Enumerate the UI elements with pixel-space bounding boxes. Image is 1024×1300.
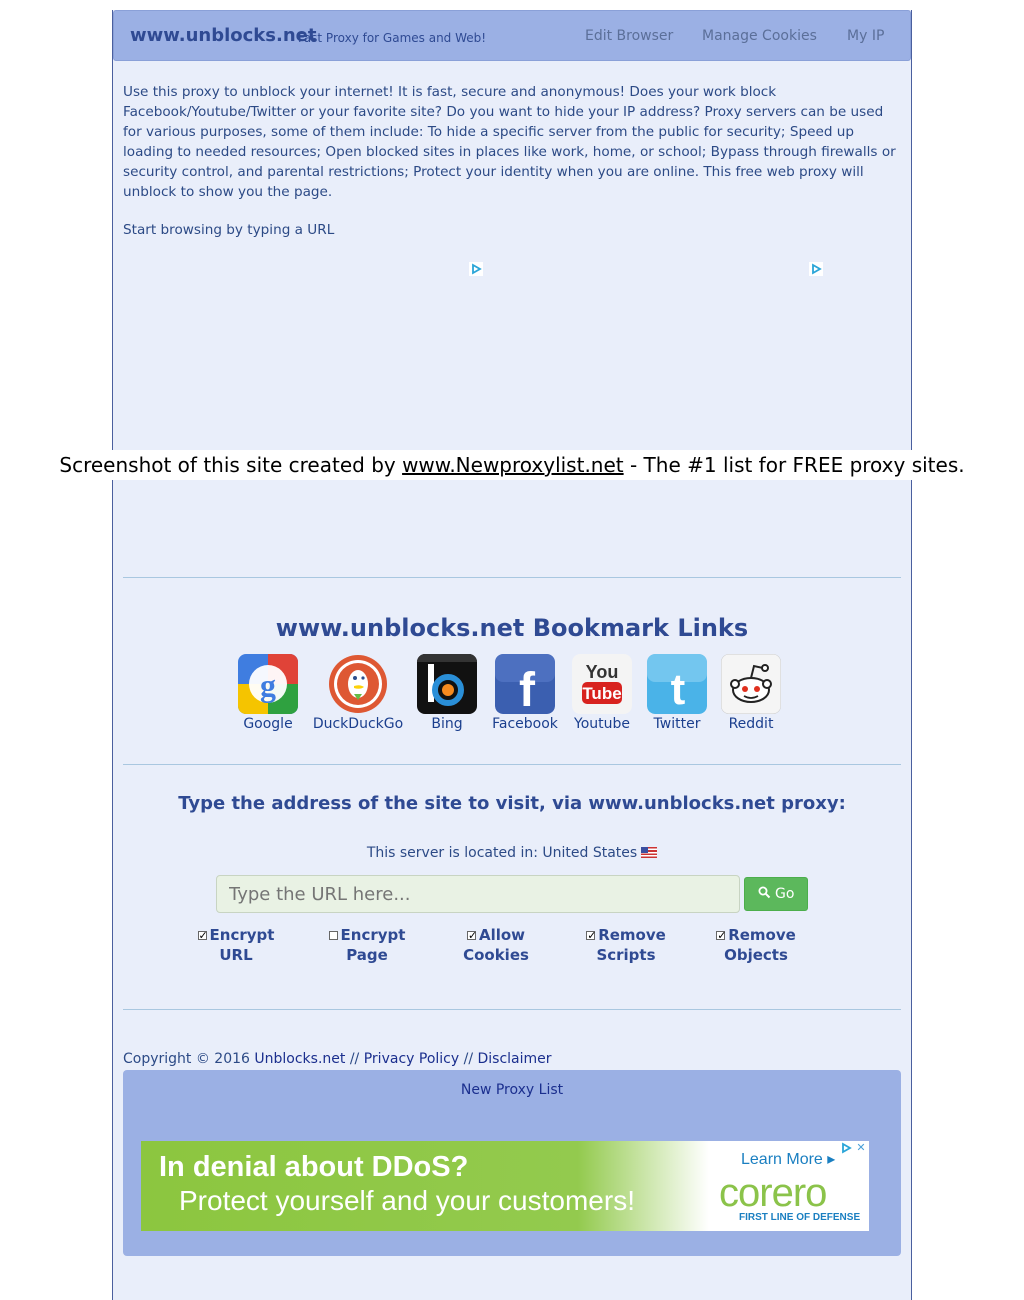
youtube-icon	[572, 654, 632, 714]
option-encrypt-page[interactable]	[316, 925, 418, 965]
bookmark-duckduckgo[interactable]	[309, 654, 407, 732]
bing-icon	[417, 654, 477, 714]
bookmark-facebook[interactable]	[491, 654, 559, 732]
separator: //	[459, 1051, 478, 1067]
option-remove-objects[interactable]	[704, 925, 808, 965]
adchoices-icon[interactable]	[469, 262, 483, 276]
bookmark-label: Google	[243, 716, 293, 732]
bookmark-label: Bing	[431, 716, 463, 732]
ad-close-icon[interactable]: ✕	[854, 1141, 868, 1155]
ad-learn-more[interactable]: Learn More ▸	[741, 1151, 836, 1168]
ad-banner[interactable]	[141, 1141, 869, 1231]
ad-headline: In denial about DDoS?	[159, 1151, 469, 1183]
separator: //	[345, 1051, 364, 1067]
checkbox-remove-objects[interactable]	[716, 931, 725, 940]
option-allow-cookies[interactable]	[446, 925, 546, 965]
divider	[123, 764, 901, 765]
intro-paragraph: Use this proxy to unblock your internet! It is fast, secure and anonymous! Does your work block Facebook/Youtube/Twitter or your favorite site? Do you want to hide your IP address? Proxy servers can be used for various purposes, some of them include: To hide a specific server from the public for security; Speed up loading to needed resources; Open blocked sites in places like work, home, or school; Bypass through firewalls or security control, and parental restrictions; Protect your identity when you are online. This free web proxy will unblock to show you the page.	[123, 84, 896, 200]
option-label: Remove Objects	[724, 926, 796, 964]
bookmark-label: Facebook	[492, 716, 558, 732]
option-remove-scripts[interactable]	[574, 925, 678, 965]
facebook-icon	[495, 654, 555, 714]
server-location	[112, 845, 912, 861]
duckduckgo-icon	[328, 654, 388, 714]
watermark-text-before: Screenshot of this site created by	[59, 453, 403, 477]
bookmark-google[interactable]	[236, 654, 300, 732]
url-input[interactable]	[216, 875, 740, 913]
divider	[123, 1009, 901, 1010]
svg-text:g: g	[260, 667, 276, 703]
site-link[interactable]: Unblocks.net	[254, 1051, 346, 1067]
bookmark-label: Youtube	[574, 716, 630, 732]
checkbox-allow-cookies[interactable]	[467, 931, 476, 940]
option-label: Encrypt URL	[209, 926, 275, 964]
ad-logo: corero	[719, 1171, 827, 1215]
svg-text:You: You	[585, 662, 619, 682]
watermark-text-after: - The #1 list for FREE proxy sites.	[623, 453, 965, 477]
bookmark-label: DuckDuckGo	[312, 716, 404, 732]
reddit-icon	[721, 654, 781, 714]
ad-subline: Protect yourself and your customers!	[179, 1185, 635, 1216]
adchoices-icon[interactable]	[809, 262, 823, 276]
svg-text:Tube: Tube	[582, 684, 622, 703]
footer-box	[123, 1070, 901, 1256]
search-icon	[758, 886, 771, 899]
svg-text:t: t	[670, 665, 686, 714]
start-browsing-text: Start browsing by typing a URL	[123, 222, 335, 238]
ad-tagline: FIRST LINE OF DEFENSE	[739, 1212, 861, 1223]
server-location-prefix: This server is located in:	[366, 845, 543, 861]
bookmark-bing[interactable]	[417, 654, 477, 732]
go-button-label: Go	[775, 886, 795, 902]
copyright	[123, 1051, 552, 1067]
option-label: Allow Cookies	[463, 926, 529, 964]
bookmark-label: Reddit	[728, 716, 774, 732]
divider	[123, 577, 901, 578]
screenshot-watermark	[0, 450, 1024, 480]
navbar	[113, 10, 911, 61]
new-proxy-list-link[interactable]: New Proxy List	[460, 1082, 564, 1098]
nav-edit-browser[interactable]: Edit Browser	[585, 28, 674, 44]
svg-text:f: f	[519, 664, 535, 714]
adchoices-icon[interactable]	[839, 1141, 853, 1155]
brand-tagline: Fast Proxy for Games and Web!	[298, 31, 487, 45]
google-icon	[238, 654, 298, 714]
option-label: Encrypt Page	[340, 926, 406, 964]
watermark-link[interactable]: www.Newproxylist.net	[402, 453, 624, 477]
bookmark-reddit[interactable]	[720, 654, 782, 732]
checkbox-encrypt-page[interactable]	[329, 931, 338, 940]
bookmark-youtube[interactable]	[570, 654, 634, 732]
go-button[interactable]	[744, 877, 808, 911]
option-encrypt-url[interactable]	[186, 925, 286, 965]
checkbox-remove-scripts[interactable]	[586, 931, 595, 940]
copyright-text: Copyright © 2016	[123, 1051, 255, 1067]
bookmark-twitter[interactable]	[646, 654, 708, 732]
nav-manage-cookies[interactable]: Manage Cookies	[702, 28, 817, 44]
bookmark-label: Twitter	[653, 716, 701, 732]
us-flag-icon	[641, 847, 657, 858]
disclaimer-link[interactable]: Disclaimer	[477, 1051, 552, 1067]
option-label: Remove Scripts	[596, 926, 666, 964]
server-location-country: United States	[542, 845, 638, 861]
privacy-policy-link[interactable]: Privacy Policy	[363, 1051, 460, 1067]
url-form-title: Type the address of the site to visit, via www.unblocks.net proxy:	[178, 793, 846, 814]
nav-my-ip[interactable]: My IP	[847, 28, 885, 44]
twitter-icon	[647, 654, 707, 714]
brand-link[interactable]: www.unblocks.net	[130, 25, 317, 46]
checkbox-encrypt-url[interactable]	[198, 931, 207, 940]
bookmark-title: www.unblocks.net Bookmark Links	[275, 614, 749, 642]
